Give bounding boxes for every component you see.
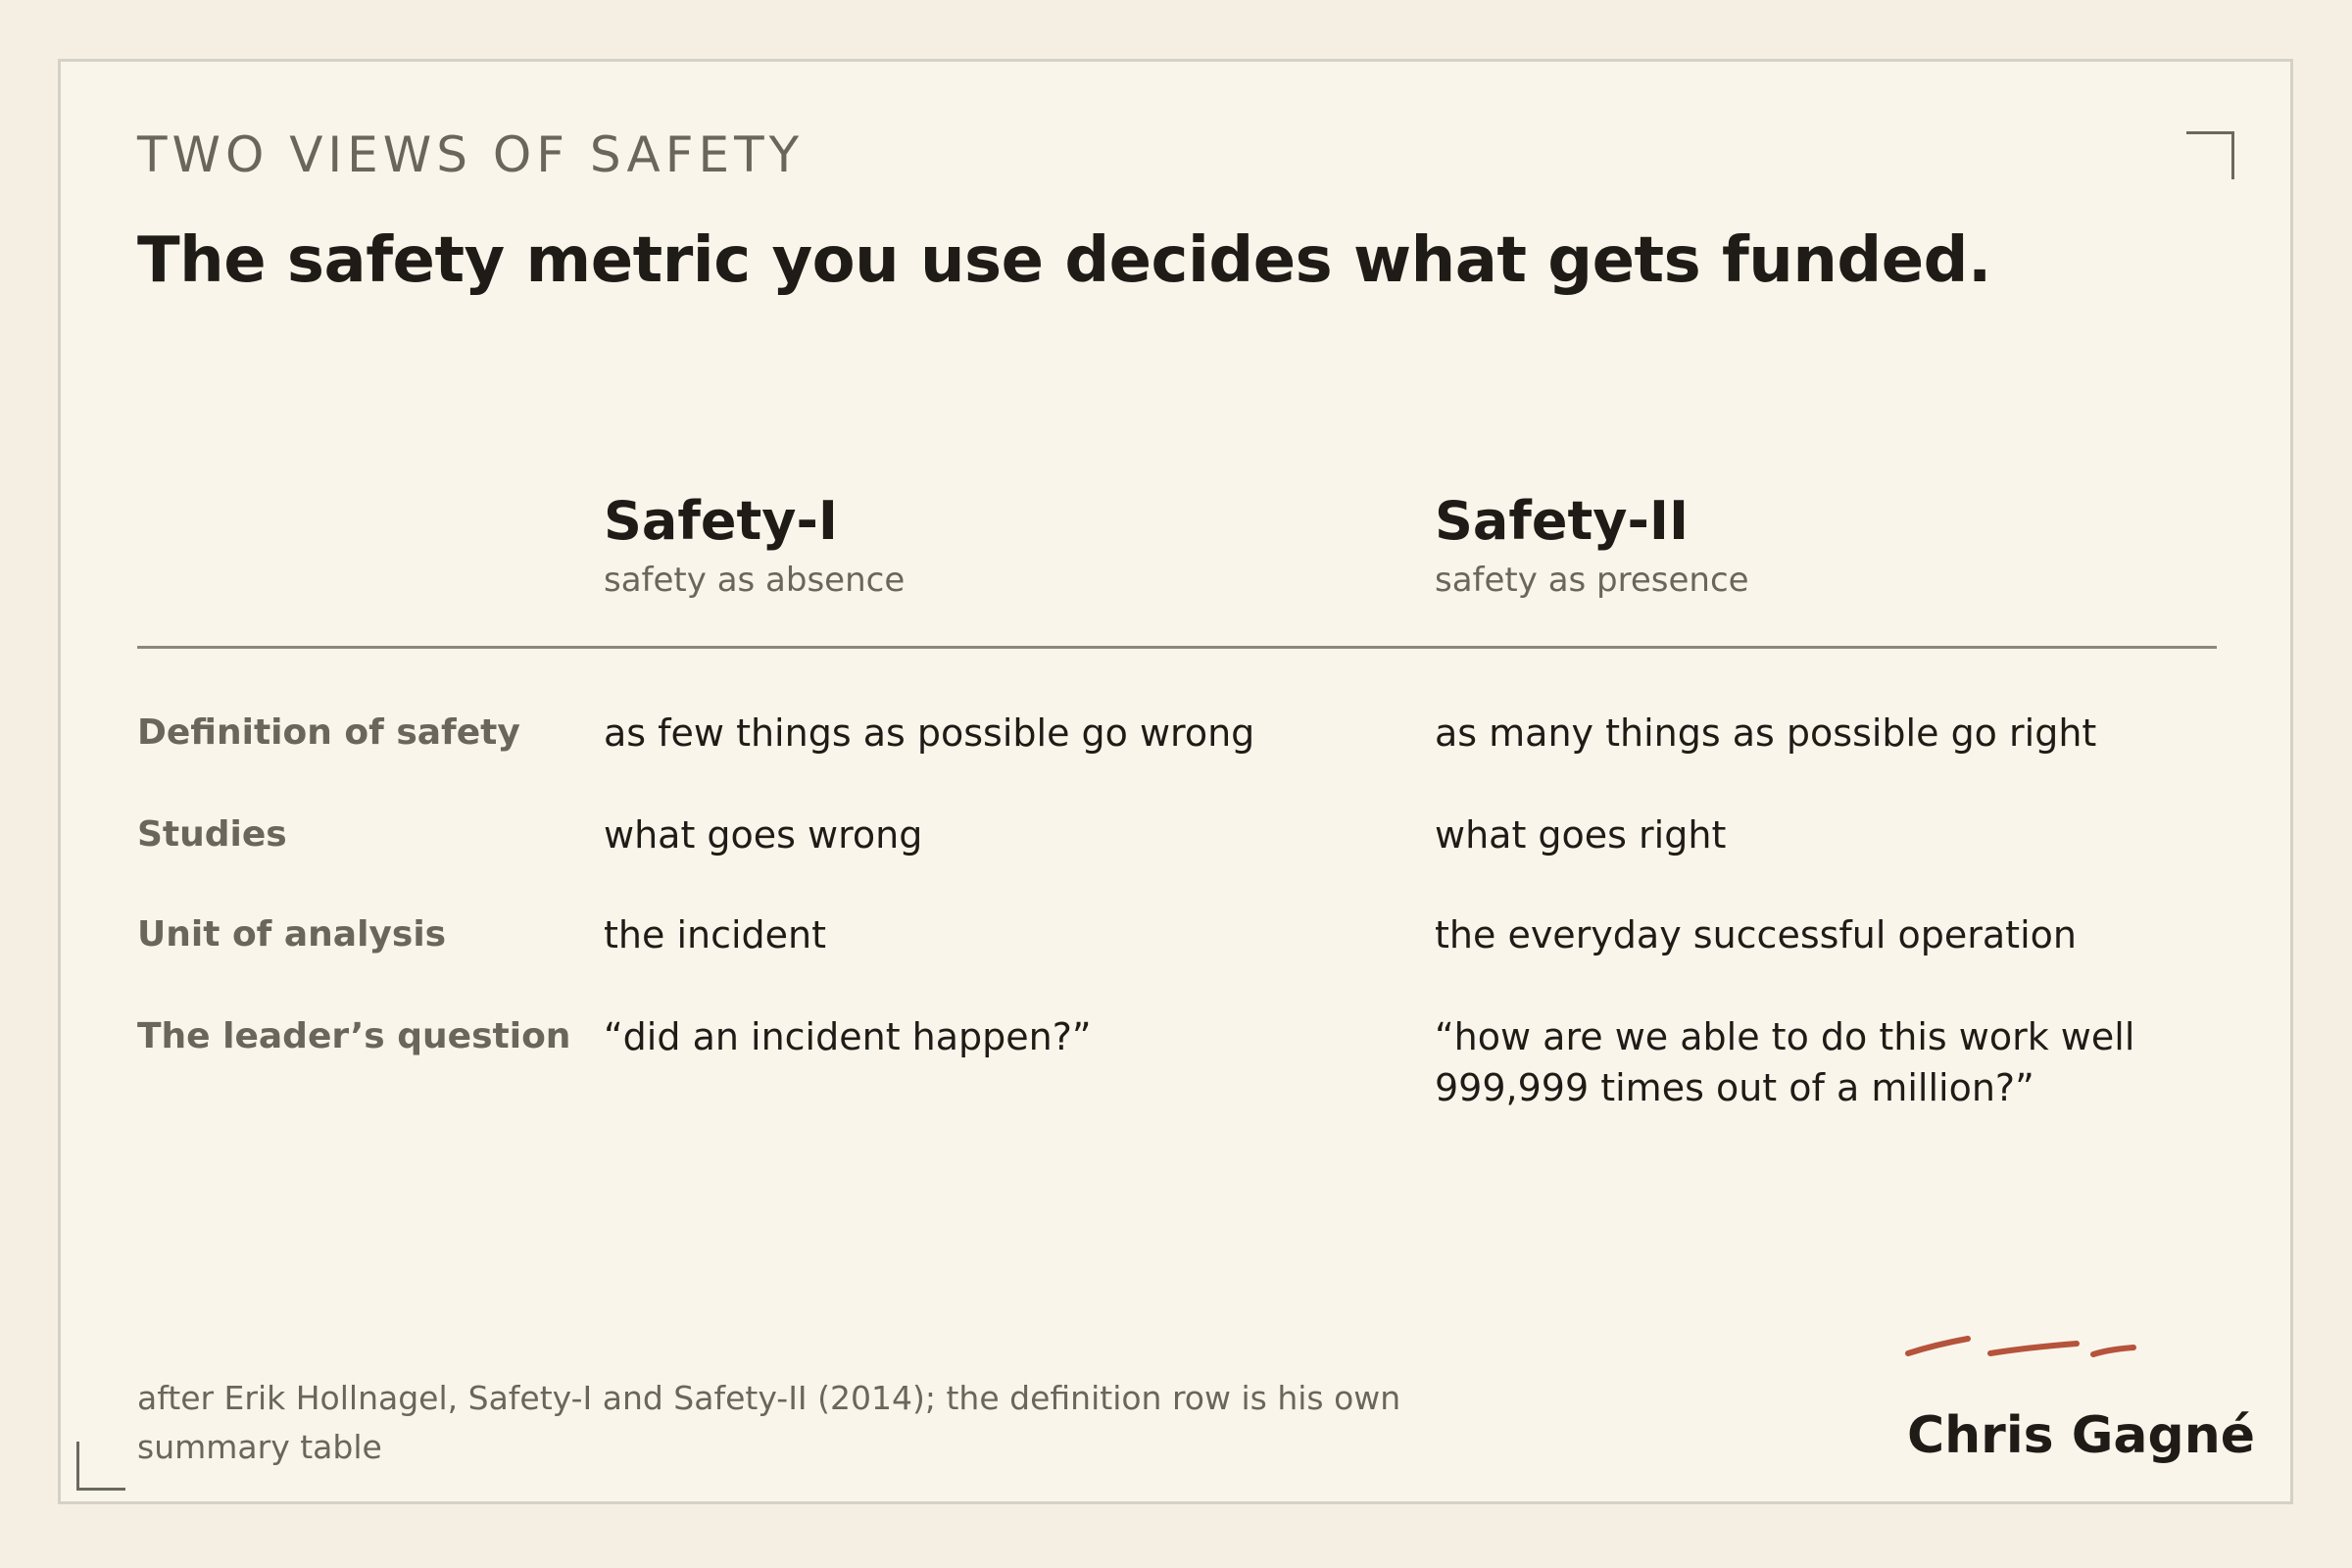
- row-label: The leader’s question: [137, 1016, 571, 1056]
- safety-i-cell: as few things as possible go wrong: [604, 711, 1255, 755]
- safety-i-cell: “did an incident happen?”: [604, 1015, 1092, 1058]
- header-divider: [137, 646, 2217, 649]
- source-footnote: after Erik Hollnagel, Safety-I and Safety-II (2014); the definition row is his own summary table: [137, 1379, 1401, 1466]
- safety-ii-cell: “how are we able to do this work well 999,999 times out of a million?”: [1435, 1015, 2135, 1109]
- safety-i-cell: what goes wrong: [604, 813, 923, 857]
- eyebrow-label: TWO VIEWS OF SAFETY: [137, 126, 805, 183]
- column-title: Safety-I: [604, 490, 838, 552]
- safety-i-cell: the incident: [604, 913, 827, 956]
- signature-flourish-icon: [1901, 1329, 2136, 1368]
- safety-ii-cell: what goes right: [1435, 813, 1727, 857]
- column-title: Safety-II: [1435, 490, 1690, 552]
- page-title: The safety metric you use decides what gets funded.: [137, 224, 1991, 297]
- column-subtitle: safety as presence: [1435, 561, 1749, 600]
- column-subtitle: safety as absence: [604, 561, 906, 600]
- flourish-strokes: [1908, 1339, 2133, 1354]
- column-header-safety-ii: [1435, 490, 1749, 600]
- row-label: Definition of safety: [137, 712, 520, 753]
- author-signature: Chris Gagné: [1907, 1406, 2255, 1465]
- column-header-safety-i: [604, 490, 905, 600]
- safety-ii-cell: as many things as possible go right: [1435, 711, 2097, 755]
- corner-mark-bottom-left: [76, 1442, 125, 1491]
- row-label: Studies: [137, 814, 287, 855]
- corner-mark-top-right: [2186, 131, 2234, 179]
- safety-ii-cell: the everyday successful operation: [1435, 913, 2077, 956]
- row-label: Unit of analysis: [137, 914, 447, 955]
